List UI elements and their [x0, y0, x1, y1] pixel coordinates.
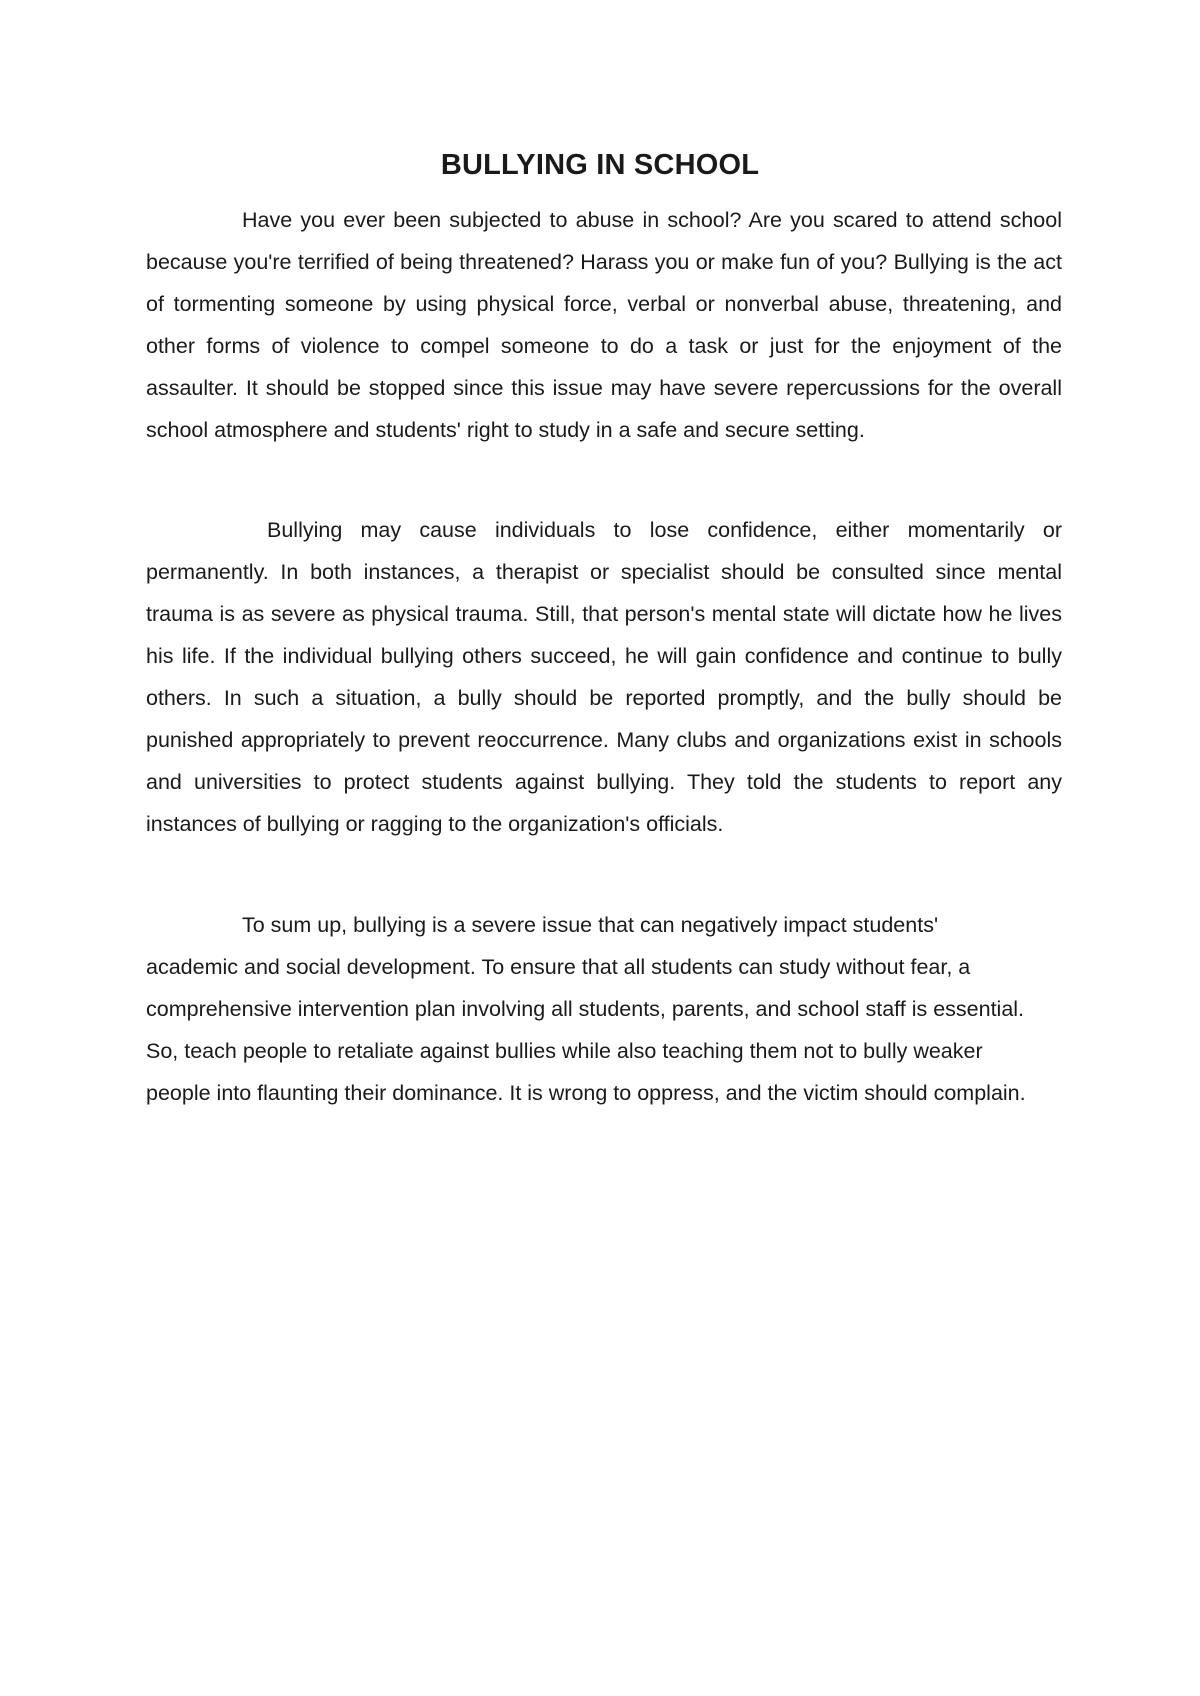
document-title: BULLYING IN SCHOOL: [440, 149, 760, 181]
paragraph-3: To sum up, bullying is a severe issue that can negatively impact students' academic and social development. To ensure that all students can study without fear, a comprehensive intervention plan involving all students, parents, and school staff is essential. So, teach people to retaliate against bullies while also teaching them not to bully weaker people into flaunting their dominance. It is wrong to oppress, and the victim should complain.: [146, 913, 1026, 1105]
paragraph-1: Have you ever been subjected to abuse in school? Are you scared to attend school because you're terrified of being threatened? Harass you or make fun of you? Bullying is the act of tormenting someone by using physical force, verbal or nonverbal abuse, threatening, and other forms of violence to compel someone to do a task or just for the enjoyment of the assaulter. It should be stopped since this issue may have severe repercussions for the overall school atmosphere and students' right to study in a safe and secure setting.: [146, 208, 1062, 442]
paragraph-2: Bullying may cause individuals to lose confidence, either momentarily or permanently. In both instances, a therapist or specialist should be consulted since mental trauma is as severe as physical trauma. Still, that person's mental state will dictate how he lives his life. If the individual bullying others succeed, he will gain confidence and continue to bully others. In such a situation, a bully should be reported promptly, and the bully should be punished appropriately to prevent reoccurrence. Many clubs and organizations exist in schools and universities to protect students against bullying. They told the students to report any instances of bullying or ragging to the organization's officials.: [146, 518, 1062, 836]
